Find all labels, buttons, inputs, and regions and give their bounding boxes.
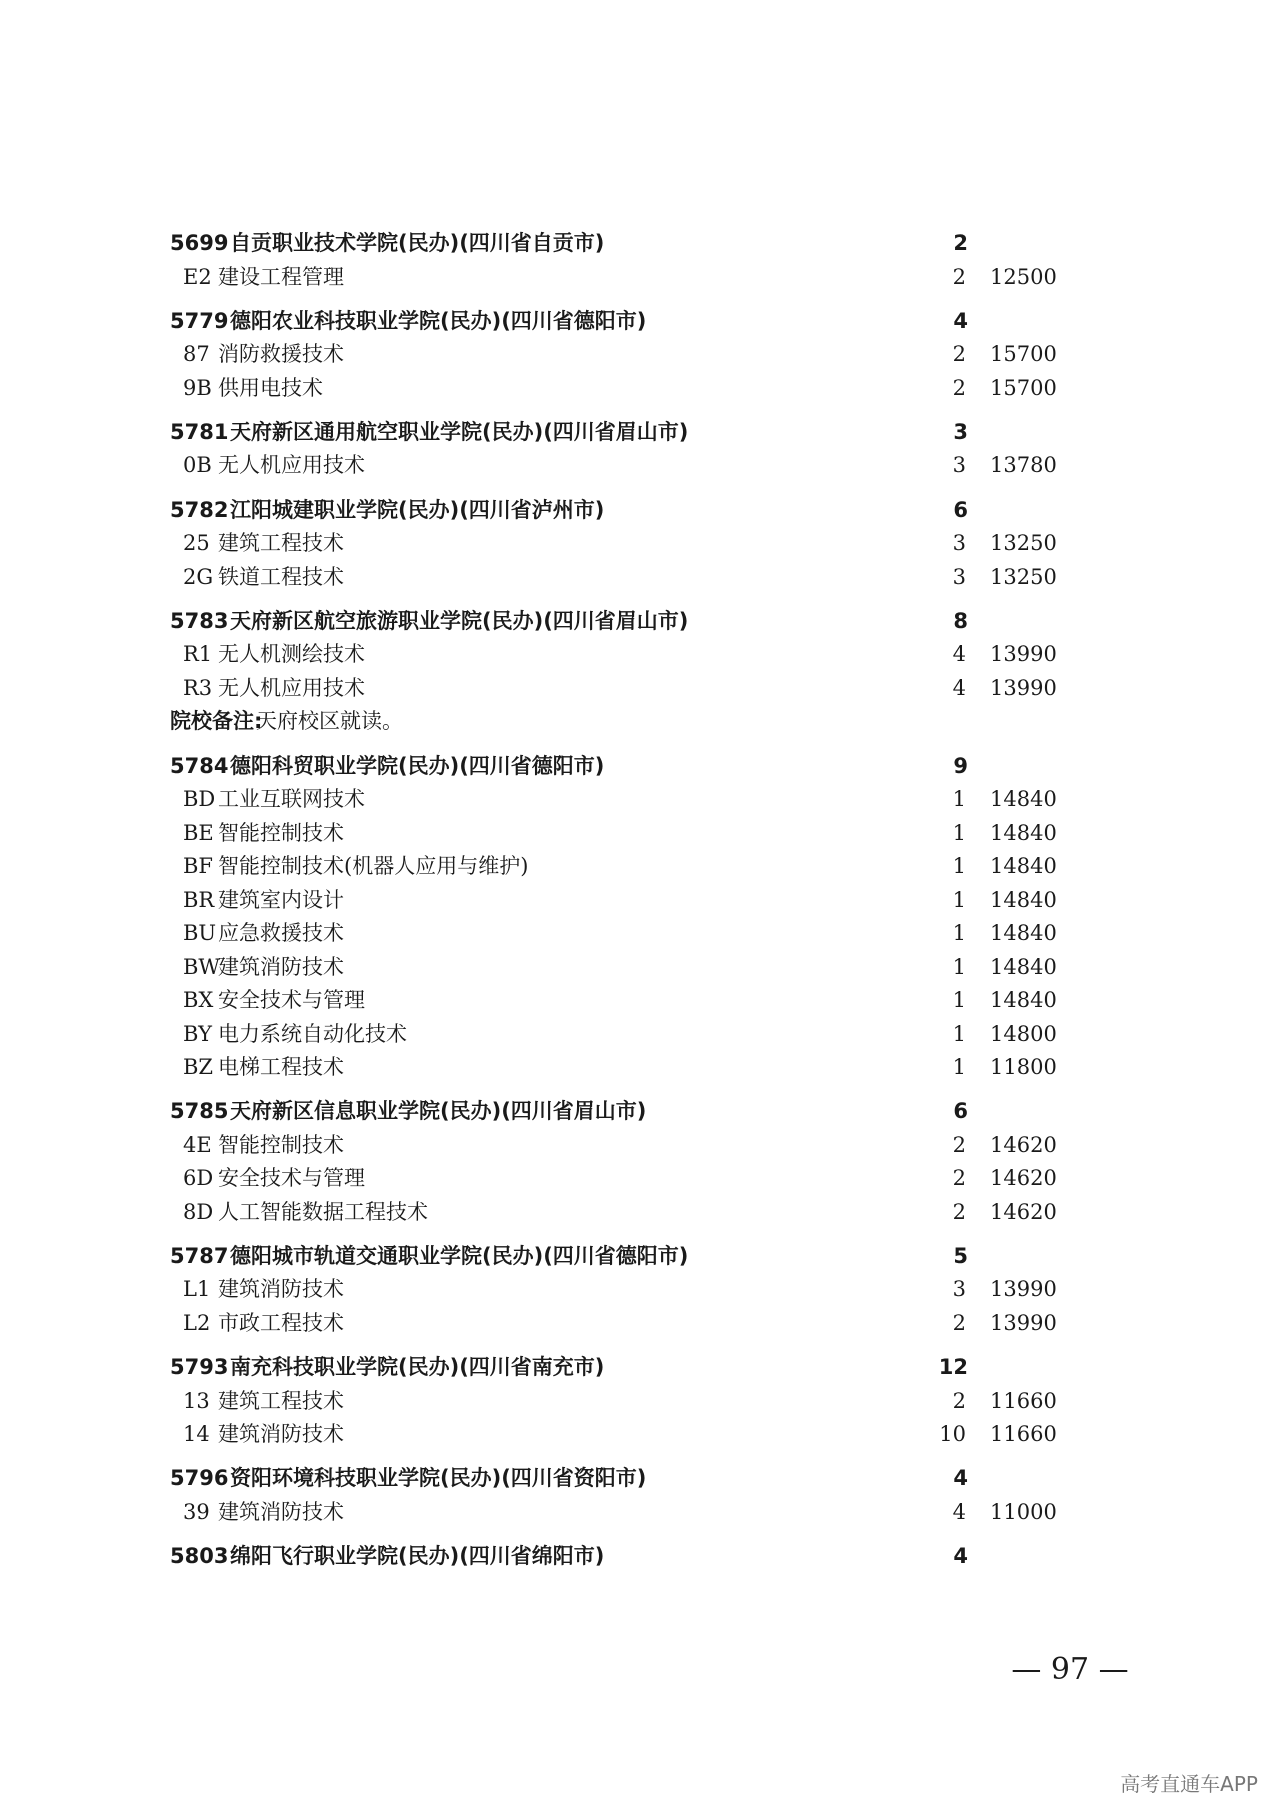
major-fee: 13250 (990, 531, 1057, 556)
major-code: 87 (183, 342, 210, 367)
major-name: 工业互联网技术 (218, 787, 365, 811)
major-code: R3 (183, 675, 213, 700)
school-total: 12 (938, 1355, 968, 1380)
school-row (0, 751, 1280, 781)
major-code: BY (183, 1021, 212, 1046)
major-count: 1 (952, 954, 966, 979)
school-code: 5803 (170, 1544, 229, 1568)
watermark: 高考直通车APP (1120, 1772, 1258, 1796)
major-count: 1 (952, 854, 966, 878)
major-row (0, 450, 1280, 480)
major-code: 2G (183, 564, 214, 589)
school-total: 6 (953, 497, 968, 522)
school-total: 4 (953, 1466, 968, 1491)
major-row (0, 1052, 1280, 1082)
major-count: 3 (952, 453, 966, 478)
school-total: 3 (953, 419, 968, 444)
school-row (0, 228, 1280, 258)
major-fee: 14840 (990, 921, 1057, 945)
major-row (0, 1419, 1280, 1449)
school-code: 5781 (170, 419, 229, 444)
major-name: 智能控制技术(机器人应用与维护) (218, 854, 529, 878)
major-count: 1 (952, 787, 966, 811)
major-row (0, 1197, 1280, 1227)
school-row (0, 1096, 1280, 1126)
major-code: BE (183, 820, 214, 845)
school-total: 4 (953, 1544, 968, 1568)
school-code: 5784 (170, 753, 229, 778)
major-code: BW (183, 954, 221, 979)
major-count: 1 (952, 887, 966, 912)
major-name: 建筑工程技术 (218, 1388, 344, 1413)
major-name: 铁道工程技术 (218, 564, 344, 589)
school-name: 自贡职业技术学院(民办)(四川省自贡市) (230, 231, 605, 255)
major-code: BZ (183, 1055, 214, 1079)
major-row (0, 818, 1280, 848)
major-code: L2 (183, 1310, 211, 1335)
major-fee: 14620 (990, 1132, 1057, 1157)
major-count: 2 (952, 1132, 966, 1157)
major-name: 市政工程技术 (218, 1310, 344, 1335)
major-row (0, 918, 1280, 948)
major-fee: 14840 (990, 954, 1057, 979)
major-count: 1 (952, 988, 966, 1012)
school-total: 2 (953, 231, 968, 255)
school-row (0, 417, 1280, 447)
major-count: 3 (952, 1277, 966, 1302)
major-name: 智能控制技术 (218, 820, 344, 845)
major-count: 2 (952, 1166, 966, 1191)
page-number: — 97 — (1011, 1652, 1129, 1687)
major-name: 无人机测绘技术 (218, 642, 365, 667)
major-fee: 14840 (990, 988, 1057, 1012)
major-code: 39 (183, 1499, 210, 1524)
major-row (0, 373, 1280, 403)
major-row (0, 673, 1280, 703)
school-total: 8 (953, 608, 968, 633)
school-total: 6 (953, 1099, 968, 1124)
major-fee: 13990 (990, 675, 1057, 700)
major-name: 无人机应用技术 (218, 453, 365, 478)
major-code: 14 (183, 1422, 210, 1447)
major-count: 1 (952, 820, 966, 845)
major-fee: 15700 (990, 342, 1057, 367)
school-total: 4 (953, 308, 968, 333)
major-row (0, 851, 1280, 881)
school-code: 5785 (170, 1099, 229, 1124)
school-row (0, 1241, 1280, 1271)
major-fee: 13780 (990, 453, 1057, 478)
major-code: BF (183, 854, 214, 878)
school-name: 天府新区航空旅游职业学院(民办)(四川省眉山市) (230, 608, 689, 633)
major-name: 消防救援技术 (218, 342, 344, 367)
major-row (0, 985, 1280, 1015)
major-name: 应急救援技术 (218, 921, 344, 945)
school-name: 德阳城市轨道交通职业学院(民办)(四川省德阳市) (230, 1243, 689, 1268)
major-name: 人工智能数据工程技术 (218, 1199, 428, 1224)
school-note-label: 院校备注: (170, 709, 263, 734)
major-count: 2 (952, 1310, 966, 1335)
major-code: 6D (183, 1166, 214, 1191)
major-count: 4 (952, 1499, 966, 1524)
major-fee: 11660 (990, 1388, 1057, 1413)
school-name: 绵阳飞行职业学院(民办)(四川省绵阳市) (230, 1544, 605, 1568)
school-note-text: 天府校区就读。 (256, 709, 403, 734)
major-name: 供用电技术 (218, 375, 323, 400)
school-name: 江阳城建职业学院(民办)(四川省泸州市) (230, 497, 605, 522)
major-fee: 11800 (990, 1055, 1057, 1079)
major-name: 建设工程管理 (218, 264, 344, 289)
major-fee: 14800 (990, 1021, 1057, 1046)
major-count: 3 (952, 564, 966, 589)
major-count: 2 (952, 1199, 966, 1224)
major-fee: 13990 (990, 1277, 1057, 1302)
major-fee: 14840 (990, 887, 1057, 912)
major-name: 建筑室内设计 (218, 887, 344, 912)
major-name: 建筑消防技术 (218, 1499, 344, 1524)
major-row (0, 952, 1280, 982)
school-code: 5796 (170, 1466, 229, 1491)
major-row (0, 1386, 1280, 1416)
major-code: 25 (183, 531, 210, 556)
major-fee: 14620 (990, 1199, 1057, 1224)
school-name: 天府新区信息职业学院(民办)(四川省眉山市) (230, 1099, 647, 1124)
major-fee: 12500 (990, 264, 1057, 289)
major-name: 智能控制技术 (218, 1132, 344, 1157)
major-row (0, 885, 1280, 915)
major-code: R1 (183, 642, 213, 667)
major-code: BU (183, 921, 217, 945)
school-code: 5782 (170, 497, 229, 522)
school-row (0, 495, 1280, 525)
school-name: 南充科技职业学院(民办)(四川省南充市) (230, 1355, 605, 1380)
major-count: 1 (952, 1055, 966, 1079)
school-note-row (0, 706, 1280, 736)
major-count: 10 (939, 1422, 966, 1447)
major-code: 4E (183, 1132, 212, 1157)
major-row (0, 1497, 1280, 1527)
major-code: 0B (183, 453, 212, 478)
major-name: 电力系统自动化技术 (218, 1021, 407, 1046)
school-code: 5699 (170, 231, 229, 255)
major-code: 13 (183, 1388, 210, 1413)
major-name: 建筑消防技术 (218, 1422, 344, 1447)
major-fee: 13250 (990, 564, 1057, 589)
major-name: 建筑消防技术 (218, 954, 344, 979)
major-count: 4 (952, 675, 966, 700)
school-row (0, 1352, 1280, 1382)
major-code: 9B (183, 375, 212, 400)
school-code: 5793 (170, 1355, 229, 1380)
school-code: 5779 (170, 308, 229, 333)
major-code: BX (183, 988, 214, 1012)
major-name: 安全技术与管理 (218, 1166, 365, 1191)
school-name: 资阳环境科技职业学院(民办)(四川省资阳市) (230, 1466, 647, 1491)
major-code: L1 (183, 1277, 211, 1302)
major-name: 无人机应用技术 (218, 675, 365, 700)
major-row (0, 639, 1280, 669)
major-row (0, 1130, 1280, 1160)
major-fee: 11660 (990, 1422, 1057, 1447)
major-count: 3 (952, 531, 966, 556)
major-row (0, 1163, 1280, 1193)
major-fee: 14620 (990, 1166, 1057, 1191)
major-code: 8D (183, 1199, 214, 1224)
school-row (0, 306, 1280, 336)
major-name: 建筑工程技术 (218, 531, 344, 556)
school-name: 天府新区通用航空职业学院(民办)(四川省眉山市) (230, 419, 689, 444)
major-fee: 11000 (990, 1499, 1057, 1524)
school-total: 5 (953, 1243, 968, 1268)
school-row (0, 1541, 1280, 1571)
major-count: 1 (952, 921, 966, 945)
major-count: 2 (952, 264, 966, 289)
major-row (0, 784, 1280, 814)
major-row (0, 528, 1280, 558)
major-name: 电梯工程技术 (218, 1055, 344, 1079)
school-code: 5783 (170, 608, 229, 633)
major-row (0, 1274, 1280, 1304)
major-fee: 13990 (990, 642, 1057, 667)
major-row (0, 1308, 1280, 1338)
major-count: 2 (952, 342, 966, 367)
major-fee: 15700 (990, 375, 1057, 400)
school-name: 德阳科贸职业学院(民办)(四川省德阳市) (230, 753, 605, 778)
major-fee: 14840 (990, 787, 1057, 811)
school-code: 5787 (170, 1243, 229, 1268)
major-fee: 13990 (990, 1310, 1057, 1335)
school-row (0, 606, 1280, 636)
major-row (0, 562, 1280, 592)
school-name: 德阳农业科技职业学院(民办)(四川省德阳市) (230, 308, 647, 333)
major-row (0, 339, 1280, 369)
major-fee: 14840 (990, 820, 1057, 845)
major-code: BR (183, 887, 215, 912)
major-count: 1 (952, 1021, 966, 1046)
major-count: 2 (952, 375, 966, 400)
major-count: 2 (952, 1388, 966, 1413)
major-code: E2 (183, 264, 212, 289)
school-row (0, 1463, 1280, 1493)
school-total: 9 (953, 753, 968, 778)
major-name: 安全技术与管理 (218, 988, 365, 1012)
major-code: BD (183, 787, 216, 811)
major-row (0, 1019, 1280, 1049)
major-name: 建筑消防技术 (218, 1277, 344, 1302)
major-fee: 14840 (990, 854, 1057, 878)
major-row (0, 262, 1280, 292)
major-count: 4 (952, 642, 966, 667)
